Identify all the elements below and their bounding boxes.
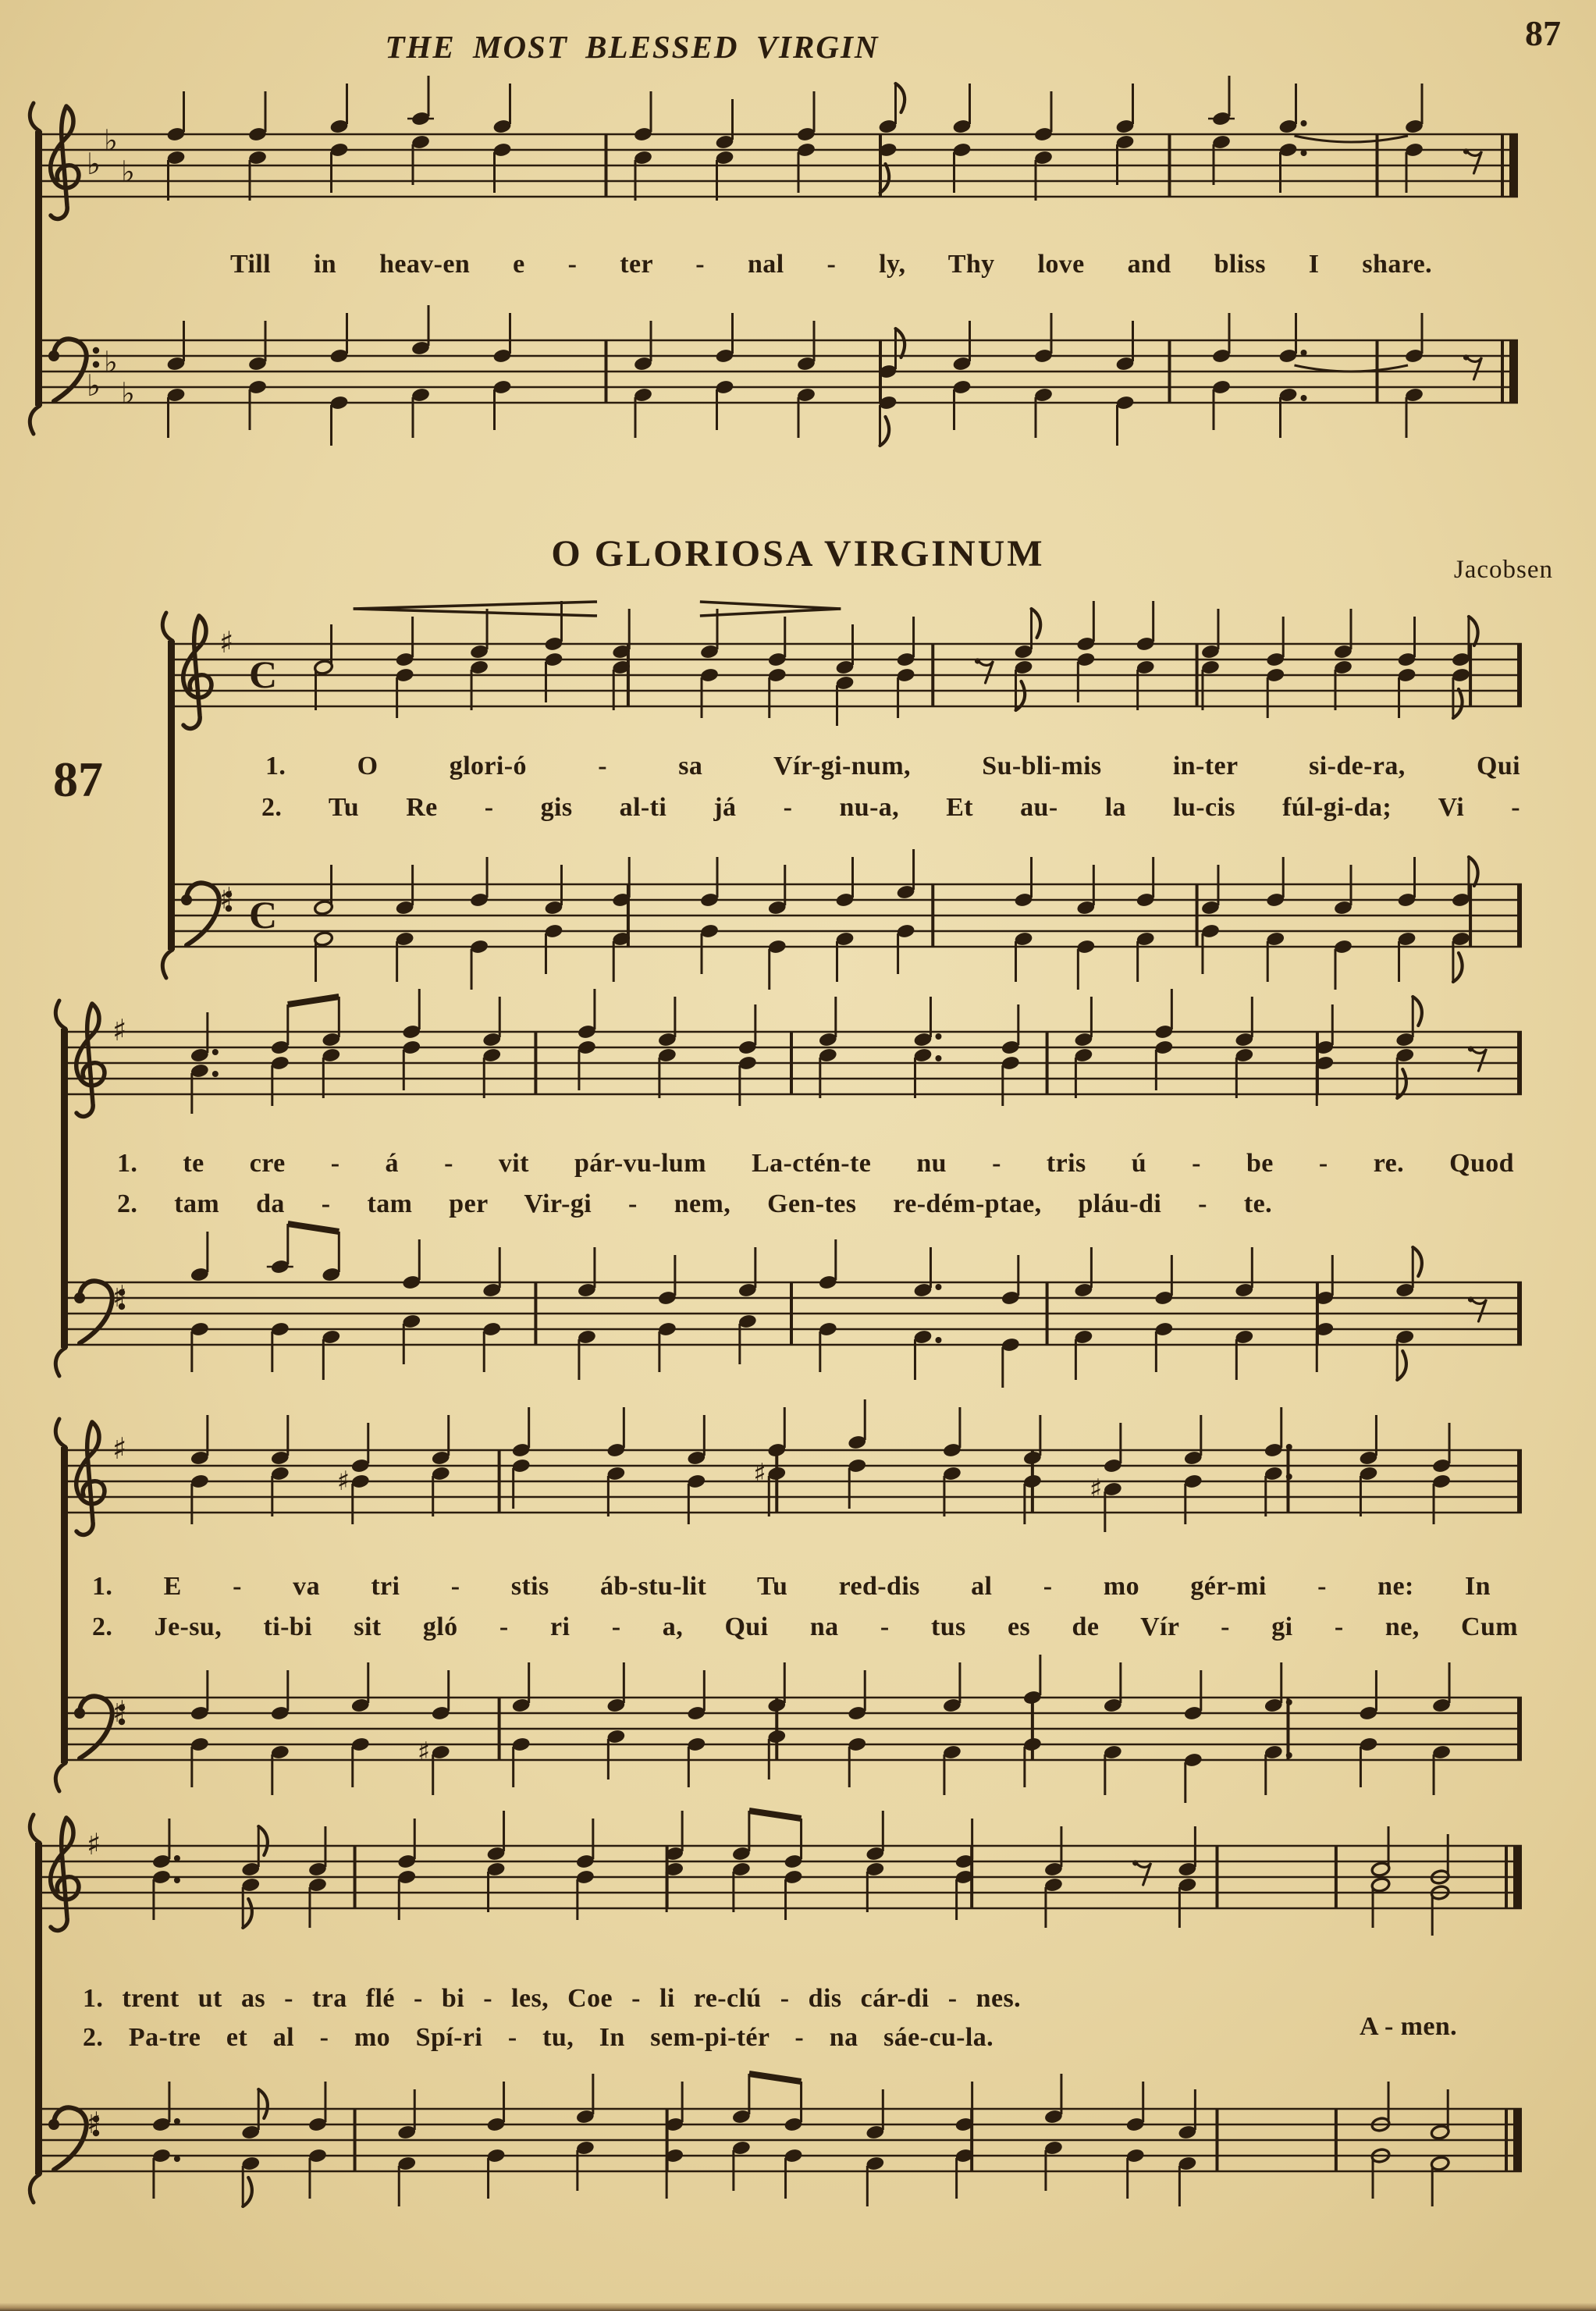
final-barline	[1513, 2109, 1522, 2171]
treble-clef	[76, 1422, 105, 1534]
composer-credit: Jacobsen	[1453, 556, 1553, 584]
final-barline	[1513, 1846, 1522, 1908]
system-brace-line	[168, 641, 175, 950]
end-barline	[1517, 644, 1522, 706]
treble-clef	[51, 106, 79, 219]
sharp-accidental: ♯	[1089, 1474, 1103, 1505]
running-head: THE MOST BLESSED VIRGIN	[385, 29, 880, 65]
system-brace-line	[35, 131, 42, 406]
end-barline	[1517, 1450, 1522, 1513]
end-barline	[1517, 1282, 1522, 1345]
beam	[288, 997, 339, 1004]
end-barline	[1517, 884, 1522, 947]
treble-clef	[183, 616, 211, 728]
sharp-accidental: ♯	[417, 1737, 431, 1768]
final-barline	[1509, 340, 1518, 403]
hymn-number: 87	[53, 752, 103, 807]
end-barline	[1517, 1032, 1522, 1094]
page-number: 87	[1525, 13, 1561, 53]
key-signature-accidental: ♭	[87, 147, 101, 181]
tie	[1295, 136, 1409, 142]
previous-hymn-lyric-line: Till in heav-en e - ter - nal - ly, Thy love and bliss I share.	[230, 250, 1432, 279]
sharp-accidental: ♯	[753, 1458, 766, 1489]
amen-text: A - men.	[1360, 2012, 1458, 2041]
treble-clef	[51, 1818, 79, 1930]
verse-1-line-3: 1. E - va tri - stis áb-stu-lit Tu red-dis al - mo gér-mi - ne: In	[92, 1572, 1491, 1601]
final-barline	[1509, 134, 1518, 197]
treble-clef	[76, 1004, 105, 1116]
common-time-signature: C	[249, 893, 278, 937]
key-signature-accidental: ♭	[121, 155, 135, 189]
key-signature-accidental: ♯	[219, 881, 234, 916]
sharp-accidental: ♯	[336, 1466, 350, 1497]
key-signature-accidental: ♭	[104, 123, 118, 158]
key-signature-accidental: ♯	[219, 625, 234, 660]
verse-2-line-4: 2. Pa-tre et al - mo Spí-ri - tu, In sem-pi-tér - na sáe-cu-la.	[83, 2023, 994, 2052]
key-signature-accidental: ♭	[104, 345, 118, 379]
key-signature-accidental: ♯	[112, 1694, 127, 1729]
key-signature-accidental: ♯	[87, 1827, 101, 1861]
verse-1-line-1: 1. O glori-ó - sa Vír-gi-num, Su-bli-mis in-ter si-de-ra, Qui	[265, 752, 1520, 780]
system-brace-line	[35, 1843, 42, 2174]
system-brace-line	[61, 1447, 68, 1763]
key-signature-accidental: ♯	[112, 1279, 127, 1314]
decresc-hairpin	[700, 602, 841, 609]
hymn-title: O GLORIOSA VIRGINUM	[551, 533, 1045, 574]
key-signature-accidental: ♯	[112, 1431, 127, 1466]
verse-2-line-1: 2. Tu Re - gis al-ti já - nu-a, Et au- la lu-cis fúl-gi-da; Vi -	[261, 793, 1520, 822]
verse-1-line-4: 1. trent ut as - tra flé - bi - les, Coe - li re-clú - dis cár-di - nes.	[83, 1984, 1021, 2013]
verse-2-line-3: 2. Je-su, ti-bi sit gló - ri - a, Qui na - tus es de Vír - gi - ne, Cum	[92, 1612, 1518, 1641]
beam	[749, 1811, 802, 1819]
beam	[749, 2074, 802, 2082]
system-2	[55, 989, 1522, 1388]
common-time-signature: C	[249, 652, 278, 696]
key-signature-accidental: ♯	[112, 1013, 127, 1047]
system-brace-line	[61, 1029, 68, 1348]
key-signature-accidental: ♭	[87, 368, 101, 403]
verse-1-line-2: 1. te cre - á - vit pár-vu-lum La-ctén-te nu - tris ú - be - re. Quod	[117, 1149, 1514, 1178]
end-barline	[1517, 1698, 1522, 1760]
verse-2-line-2: 2. tam da - tam per Vir-gi - nem, Gen-tes re-dém-ptae, pláu-di - te.	[117, 1189, 1272, 1218]
key-signature-accidental: ♯	[87, 2106, 101, 2140]
key-signature-accidental: ♭	[121, 376, 135, 411]
beam	[288, 1224, 339, 1232]
